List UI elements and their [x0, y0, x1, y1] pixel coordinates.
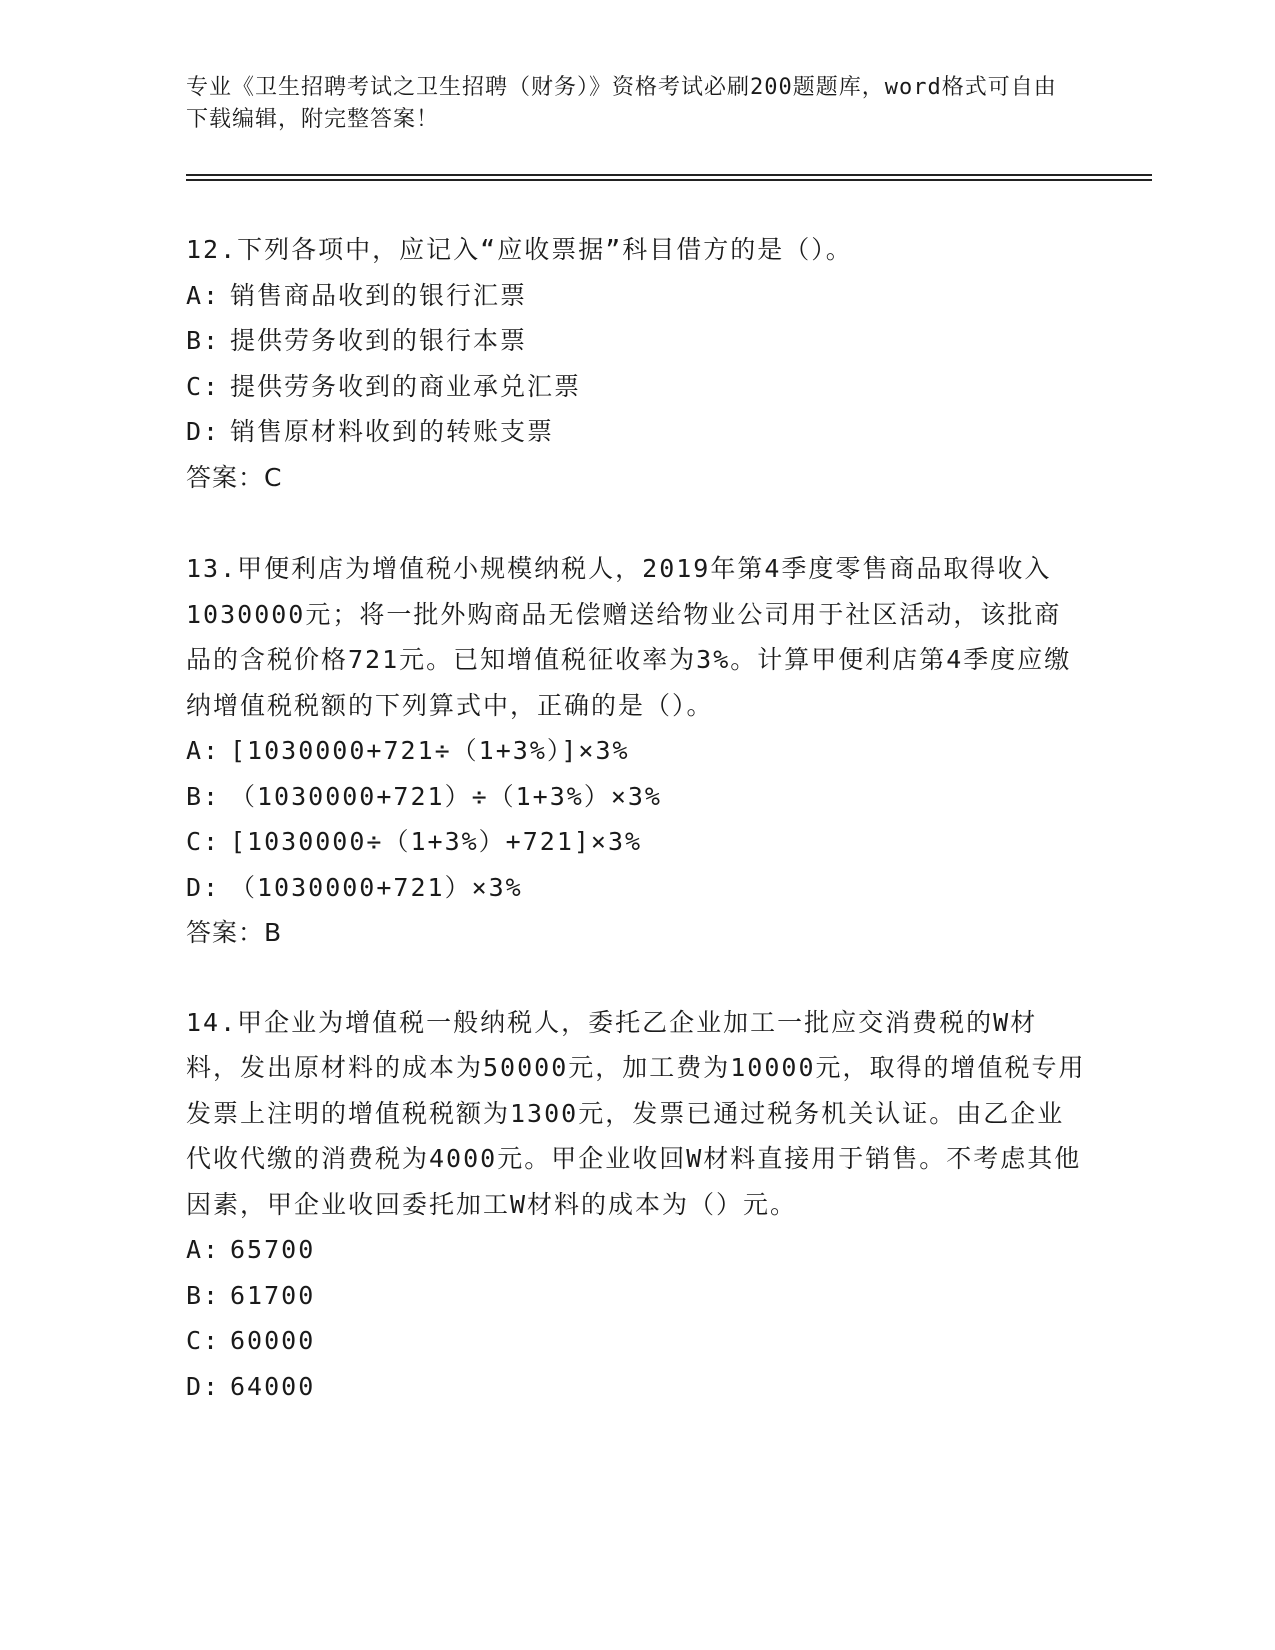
option-a: [186, 1227, 1146, 1273]
option-letter: B:: [186, 1280, 221, 1310]
question-stem: 12.下列各项中，应记入“应收票据”科目借方的是（）。: [186, 235, 853, 264]
option-b: [186, 1273, 1146, 1319]
option-c: [186, 364, 1146, 410]
option-c: [186, 1318, 1146, 1364]
option-text: [1030000+721÷（1+3%）]×3%: [230, 736, 630, 765]
option-d: [186, 1364, 1146, 1410]
option-text: 销售原材料收到的转账支票: [230, 417, 555, 446]
option-list: [186, 1227, 1146, 1409]
option-letter: A:: [186, 1235, 221, 1264]
option-letter: A:: [186, 736, 221, 765]
option-text: （1030000+721）÷（1+3%）×3%: [230, 781, 662, 811]
answer-line: 答案：B: [186, 918, 283, 947]
question-stem: 13.甲便利店为增值税小规模纳税人，2019年第4季度零售商品取得收入1030000元；将一批外购商品无偿赠送给物业公司用于社区活动，该批商品的含税价格721元。已知增值税征收率为3%。计算甲便利店第4季度应缴纳增值税税额的下列算式中，正确的是（）。: [186, 554, 1072, 720]
option-d: [186, 409, 1146, 455]
option-text: 提供劳务收到的商业承兑汇票: [230, 371, 582, 401]
option-list: [186, 728, 1146, 910]
header-divider: [186, 174, 1152, 181]
option-text: [1030000÷（1+3%）+721]×3%: [230, 827, 643, 856]
option-text: 销售商品收到的银行汇票: [230, 280, 528, 310]
option-text: 64000: [230, 1371, 316, 1401]
option-b: [186, 318, 1146, 364]
option-letter: D:: [186, 417, 221, 446]
option-d: [186, 865, 1146, 911]
option-letter: C:: [186, 1326, 221, 1355]
option-text: 61700: [230, 1280, 316, 1310]
divider-line-top: [186, 174, 1152, 176]
option-b: [186, 774, 1146, 820]
question-13: [186, 546, 1146, 956]
option-c: [186, 819, 1146, 865]
question-12: [186, 227, 1146, 500]
option-letter: D:: [186, 1371, 221, 1401]
option-a: [186, 728, 1146, 774]
option-letter: C:: [186, 827, 221, 856]
option-letter: C:: [186, 371, 221, 401]
option-text: 提供劳务收到的银行本票: [230, 326, 528, 355]
option-text: 65700: [230, 1235, 316, 1264]
option-text: （1030000+721）×3%: [230, 872, 523, 902]
document-page: [186, 72, 1146, 1409]
option-letter: A:: [186, 280, 221, 310]
option-letter: D:: [186, 872, 221, 902]
option-list: [186, 273, 1146, 455]
answer-line: 答案：C: [186, 462, 283, 492]
option-letter: B:: [186, 326, 221, 355]
option-letter: B:: [186, 781, 221, 811]
option-text: 60000: [230, 1326, 316, 1355]
divider-line-bottom: [186, 179, 1152, 181]
question-14: [186, 1000, 1146, 1410]
document-header: 专业《卫生招聘考试之卫生招聘（财务）》资格考试必刷200题题库，word格式可自由下载编辑，附完整答案！: [186, 75, 1057, 132]
option-a: [186, 273, 1146, 319]
question-stem: 14.甲企业为增值税一般纳税人，委托乙企业加工一批应交消费税的W材料，发出原材料的成本为50000元，加工费为10000元，取得的增值税专用发票上注明的增值税税额为1300元，发票已通过税务机关认证。由乙企业代收代缴的消费税为4000元。甲企业收回W材料直接用于销售。不考虑其他因素，甲企业收回委托加工W材料的成本为（）元。: [186, 1007, 1086, 1219]
